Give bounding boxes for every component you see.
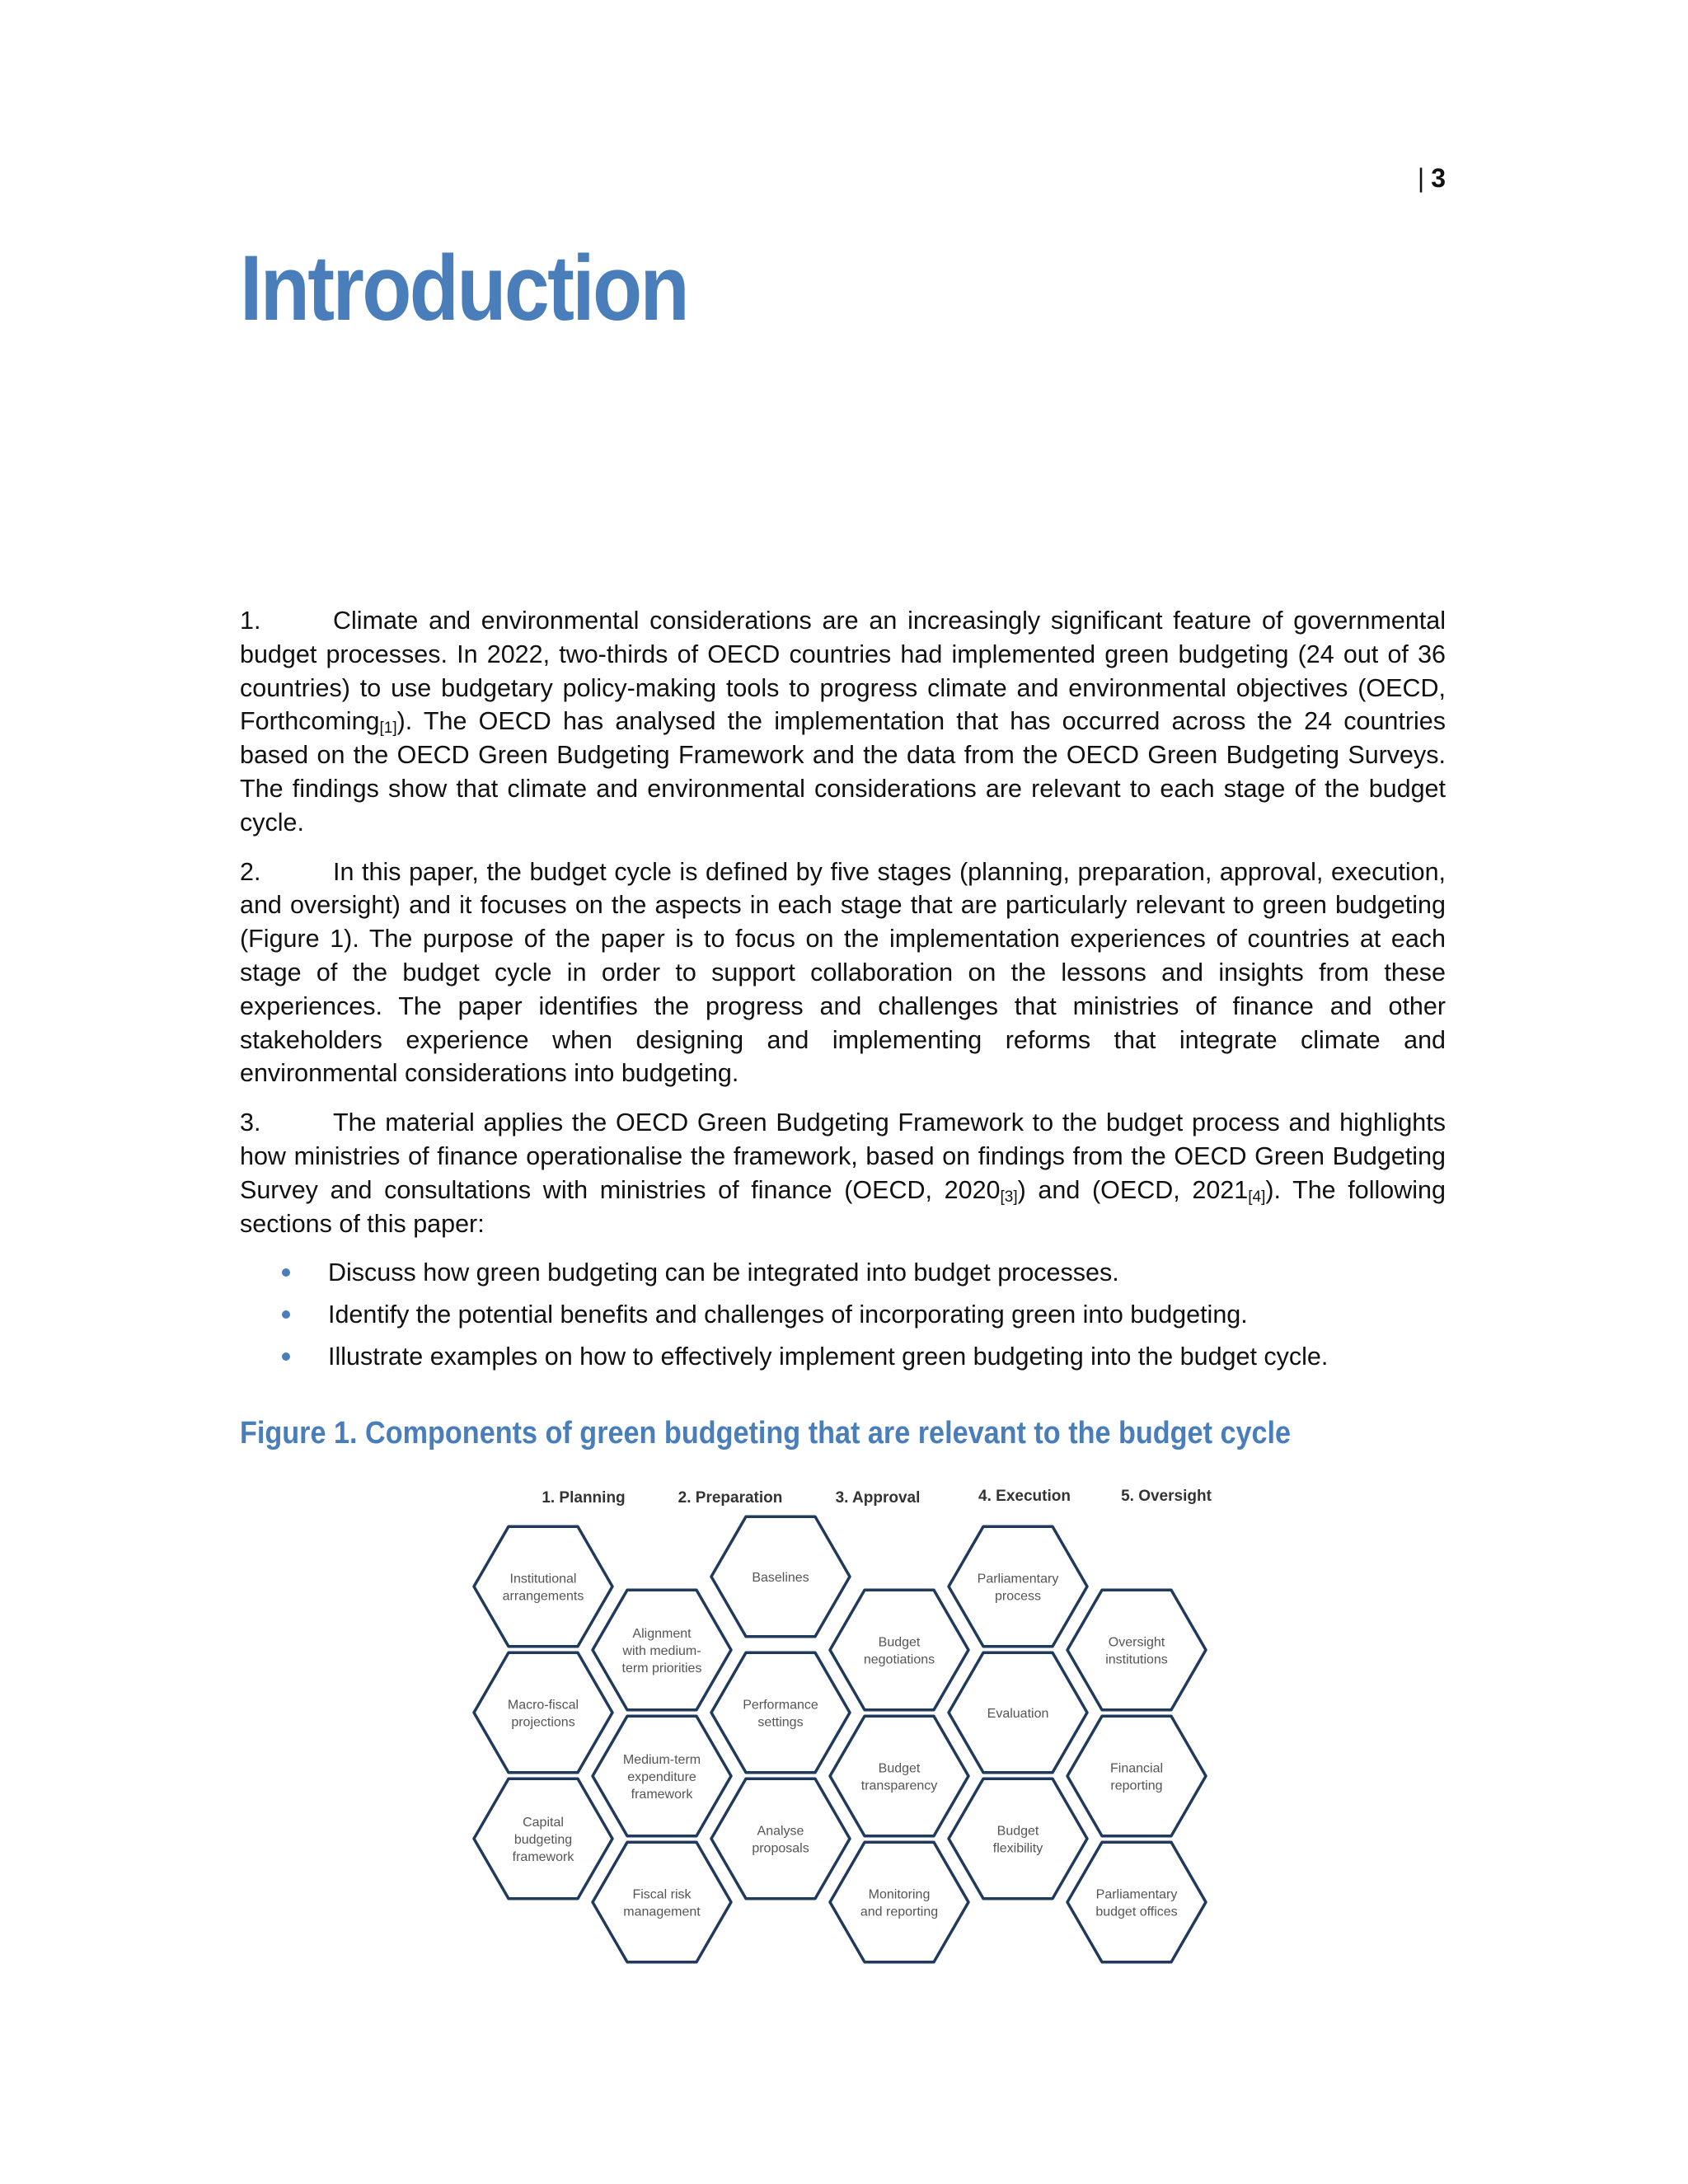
bullet-item: Identify the potential benefits and challenges of incorporating green into budgeting. <box>240 1298 1446 1332</box>
paragraph-text: Climate and environmental considerations are an increasingly significant feature of governmental budget processes. In 2022, two-thirds of OECD countries had implemented green budgeting (24 out of 36 countries) to use budgetary policy-making tools to progress climate and environmental objectives (OECD, Forthcoming <box>240 607 1446 736</box>
hexagon-label: Financial reporting <box>1109 1761 1164 1793</box>
figure-title: Figure 1. Components of green budgeting that are relevant to the budget cycle <box>240 1416 1292 1451</box>
hexagon-shape <box>1067 1590 1206 1709</box>
page-number-separator: | <box>1417 163 1425 193</box>
hexagon-label: Baselines <box>752 1571 809 1585</box>
paragraph-text: ). The OECD has analysed the implementation that has occurred across the 24 countries based on the OECD Green Budgeting Framework and the data from the OECD Green Budgeting Surveys. The findings show that climate and environmental considerations are relevant to each stage of the budget cycle. <box>240 707 1446 837</box>
paragraph-text: In this paper, the budget cycle is defined by five stages (planning, preparation, approval, execution, and oversight) and it focuses on the aspects in each stage that are particularly relevant to green budgeting (Figure 1). The purpose of the paper is to focus on the implementation experiences of countries at each stage of the budget cycle in order to support collaboration on the lessons and insights from these experiences. The paper identifies the progress and challenges that ministries of finance and other stakeholders experience when designing and implementing reforms that integrate climate and environmental considerations into budgeting. <box>240 857 1446 1088</box>
hexagon-label: Medium-term expenditure framework <box>622 1753 701 1802</box>
citation-ref[interactable]: [3] <box>1000 1188 1018 1206</box>
component-hexagon <box>1067 1842 1206 1961</box>
paragraph-text: ) and (OECD, 2021 <box>1017 1175 1249 1204</box>
hexagon-label: Alignment with medium-term priorities <box>621 1627 702 1675</box>
hexagon-label: Capital budgeting framework <box>512 1816 574 1864</box>
hexagon-label: Budget negotiations <box>863 1635 935 1667</box>
paragraph-number: 2. <box>240 857 261 886</box>
stage-label: 2. Preparation <box>678 1489 783 1507</box>
hexagon-shape <box>474 1652 612 1772</box>
component-hexagon <box>711 1516 850 1636</box>
component-hexagon <box>593 1590 731 1709</box>
page-title: Introduction <box>240 237 688 340</box>
component-hexagon <box>474 1526 612 1646</box>
bullet-icon <box>282 1310 290 1319</box>
citation-ref[interactable]: [4] <box>1248 1188 1266 1206</box>
component-hexagon <box>474 1652 612 1772</box>
paragraph-3 <box>240 1106 1446 1240</box>
bullet-list <box>240 1256 1446 1373</box>
hexagon-label: Parliamentary budget offices <box>1095 1887 1178 1919</box>
stage-label: 5. Oversight <box>1121 1488 1212 1505</box>
hexagon-label: Oversight institutions <box>1105 1635 1168 1667</box>
bullet-icon <box>282 1268 290 1277</box>
paragraph-number: 1. <box>240 607 261 635</box>
page-number-value: 3 <box>1431 163 1446 193</box>
hexagon-shape <box>830 1590 968 1709</box>
hexagon-shape <box>949 1779 1087 1898</box>
stage-label: 1. Planning <box>542 1489 626 1507</box>
component-hexagon <box>949 1526 1087 1646</box>
hexagon-shape <box>711 1652 850 1772</box>
paragraph-2 <box>240 855 1446 1091</box>
hexagon-label: Macro-fiscal projections <box>507 1698 579 1730</box>
component-hexagon <box>949 1652 1087 1772</box>
hexagon-shape <box>474 1526 612 1646</box>
component-hexagon <box>711 1652 850 1772</box>
hexagon-shape <box>830 1842 968 1961</box>
hexagon-label: Analyse proposals <box>752 1824 809 1856</box>
citation-ref[interactable]: [1] <box>379 719 397 738</box>
component-hexagon <box>830 1590 968 1709</box>
component-hexagon <box>711 1779 850 1898</box>
component-hexagon <box>474 1779 612 1898</box>
hexagon-figure <box>462 1479 1236 1974</box>
paragraph-text: The material applies the OECD Green Budgeting Framework to the budget process and highlights how ministries of finance operationalise the framework, based on findings from the OECD Green Budgeting Survey and consultations with ministries of finance (OECD, 2020 <box>240 1108 1446 1204</box>
hexagon-label: Monitoring and reporting <box>860 1887 939 1919</box>
component-hexagon <box>1067 1590 1206 1709</box>
bullet-item: Discuss how green budgeting can be integrated into budget processes. <box>240 1256 1446 1290</box>
hexagon-shape <box>1067 1842 1206 1961</box>
hexagon-label: Budget transparency <box>860 1761 938 1793</box>
hexagon-shape <box>1067 1716 1206 1835</box>
paragraph-text: ). The following sections of this paper: <box>240 1175 1446 1238</box>
component-hexagon <box>830 1842 968 1961</box>
hexagon-label: Parliamentary process <box>977 1572 1059 1604</box>
stage-label: 3. Approval <box>835 1489 921 1507</box>
paragraph-1 <box>240 604 1446 840</box>
hexagon-label: Budget flexibility <box>992 1824 1043 1856</box>
component-hexagon <box>593 1716 731 1835</box>
component-hexagon <box>830 1716 968 1835</box>
paragraph-number: 3. <box>240 1108 261 1137</box>
body-text <box>240 604 1446 1382</box>
component-hexagon <box>593 1842 731 1961</box>
hexagon-label: Fiscal risk management <box>623 1887 701 1919</box>
hexagon-shape <box>711 1779 850 1898</box>
bullet-icon <box>282 1352 290 1361</box>
hexagon-label: Performance settings <box>743 1698 818 1730</box>
hexagon-shape <box>949 1526 1087 1646</box>
hexagon-label: Institutional arrangements <box>502 1572 584 1604</box>
component-hexagon <box>1067 1716 1206 1835</box>
page-number <box>1418 163 1446 194</box>
bullet-item: Illustrate examples on how to effectively implement green budgeting into the budget cycle. <box>240 1340 1446 1374</box>
stage-label: 4. Execution <box>978 1488 1071 1505</box>
hexagon-shape <box>830 1716 968 1835</box>
hexagon-label: Evaluation <box>987 1707 1049 1721</box>
hexagon-shape <box>593 1842 731 1961</box>
component-hexagon <box>949 1779 1087 1898</box>
